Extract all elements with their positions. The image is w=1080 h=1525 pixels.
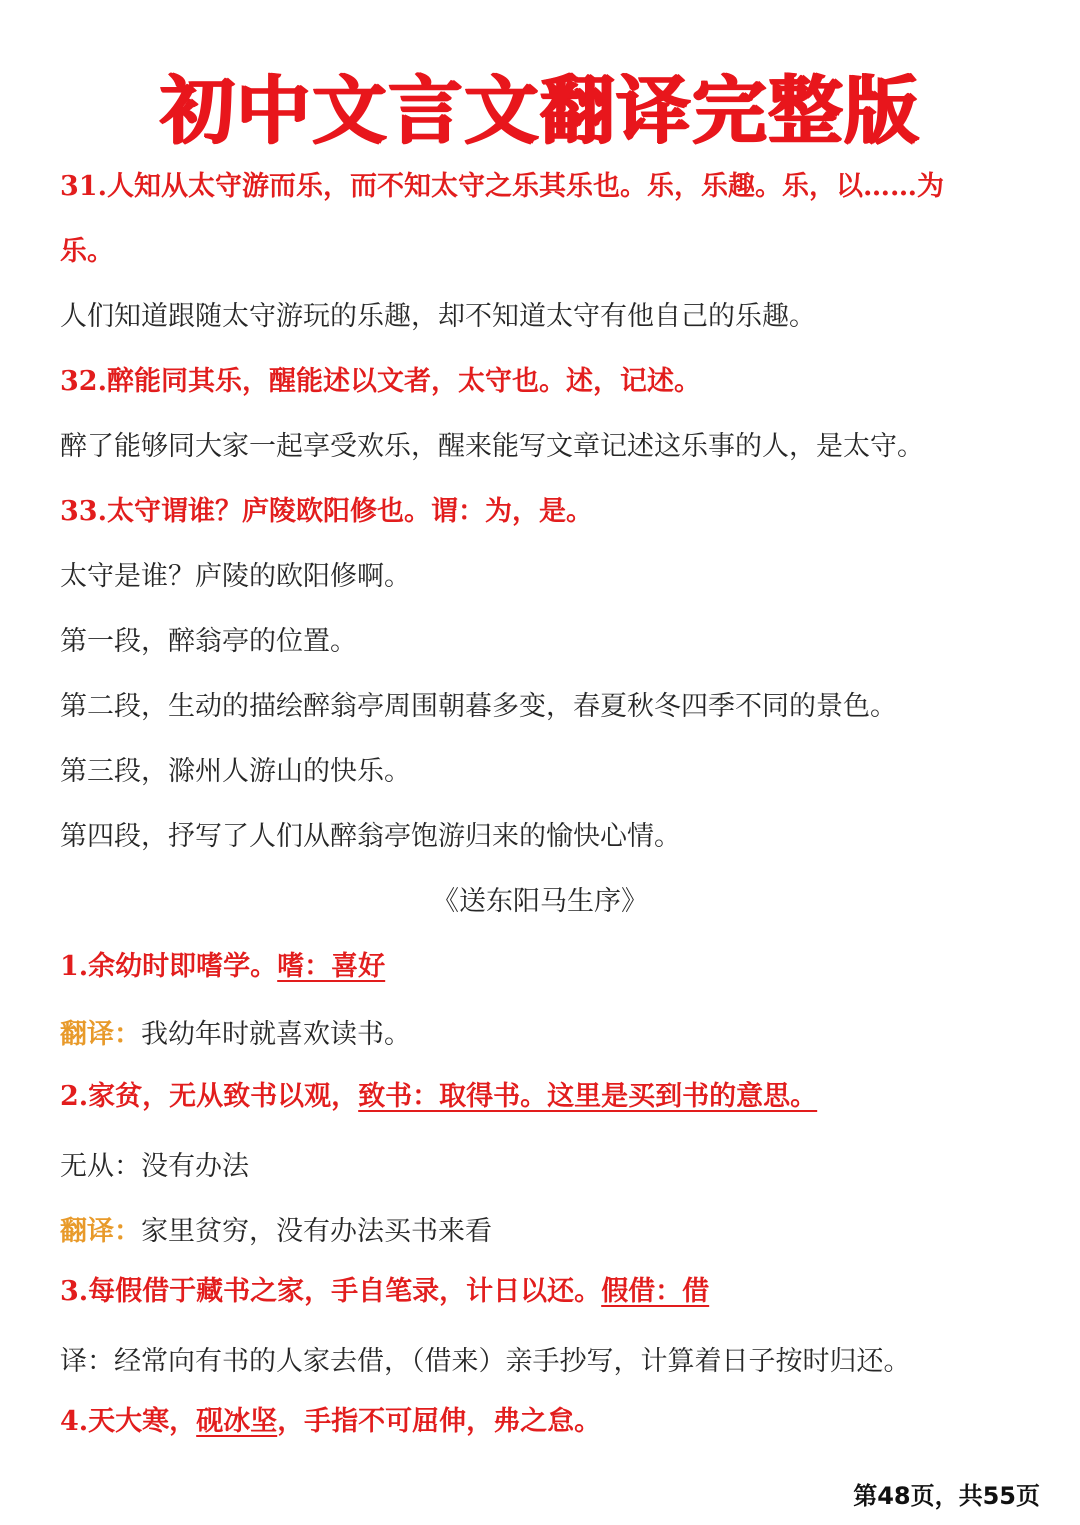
item-31-line-1: 31.人知从太守游而乐，而不知太守之乐其乐也。乐，乐趣。乐，以……为 (60, 171, 944, 202)
item-33-translation: 太守是谁？庐陵的欧阳修啊。 (60, 561, 411, 592)
s1-main: 1.余幼时即嗜学。 (60, 951, 278, 982)
s2-main: 2.家贫，无从致书以观， (60, 1081, 359, 1112)
s2-trans: 家里贫穷，没有办法买书来看 (141, 1216, 492, 1247)
item-31-translation: 人们知道跟随太守游玩的乐趣，却不知道太守有他自己的乐趣。 (60, 301, 816, 332)
s2-sentence (60, 1080, 1030, 1114)
s2-note: 致书：取得书。这里是买到书的意思。 (358, 1081, 818, 1112)
s1-trans: 我幼年时就喜欢读书。 (141, 1019, 411, 1050)
s4-sentence (60, 1405, 1030, 1439)
s4-part-c: ，手指不可屈伸，弗之怠。 (277, 1406, 602, 1437)
s3-main: 3.每假借于藏书之家，手自笔录，计日以还。 (60, 1276, 602, 1307)
page-number: 第48页，共55页 (853, 1482, 1040, 1510)
item-33: 33.太守谓谁？庐陵欧阳修也。谓：为，是。 (60, 496, 593, 527)
s2-label: 翻译： (60, 1216, 141, 1247)
s1-label: 翻译： (60, 1019, 141, 1050)
s4-part-a: 4.天大寒， (60, 1406, 197, 1437)
s4-part-b: 砚冰坚 (196, 1406, 278, 1437)
s3-sentence (60, 1275, 1030, 1309)
paragraph-summary-1: 第一段，醉翁亭的位置。 (60, 626, 357, 657)
item-32-translation: 醉了能够同大家一起享受欢乐，醒来能写文章记述这乐事的人，是太守。 (60, 431, 924, 462)
s1-sentence (60, 950, 1030, 984)
paragraph-summary-4: 第四段，抒写了人们从醉翁亭饱游归来的愉快心情。 (60, 821, 681, 852)
s2-extra: 无从：没有办法 (60, 1151, 249, 1182)
item-31-line-2: 乐。 (60, 236, 114, 267)
section-title: 《送东阳马生序》 (432, 886, 648, 917)
item-32: 32.醉能同其乐，醒能述以文者，太守也。述，记述。 (60, 366, 701, 397)
paragraph-summary-2: 第二段，生动的描绘醉翁亭周围朝暮多变，春夏秋冬四季不同的景色。 (60, 691, 897, 722)
s1-translation (60, 1018, 1030, 1052)
s3-translation: 译：经常向有书的人家去借，（借来）亲手抄写，计算着日子按时归还。 (60, 1346, 911, 1377)
page-title: 初中文言文翻译完整版 (160, 68, 920, 154)
s1-note: 嗜：喜好 (277, 951, 386, 982)
s3-note: 假借：借 (601, 1276, 710, 1307)
s2-translation (60, 1215, 1030, 1249)
paragraph-summary-3: 第三段，滁州人游山的快乐。 (60, 756, 411, 787)
